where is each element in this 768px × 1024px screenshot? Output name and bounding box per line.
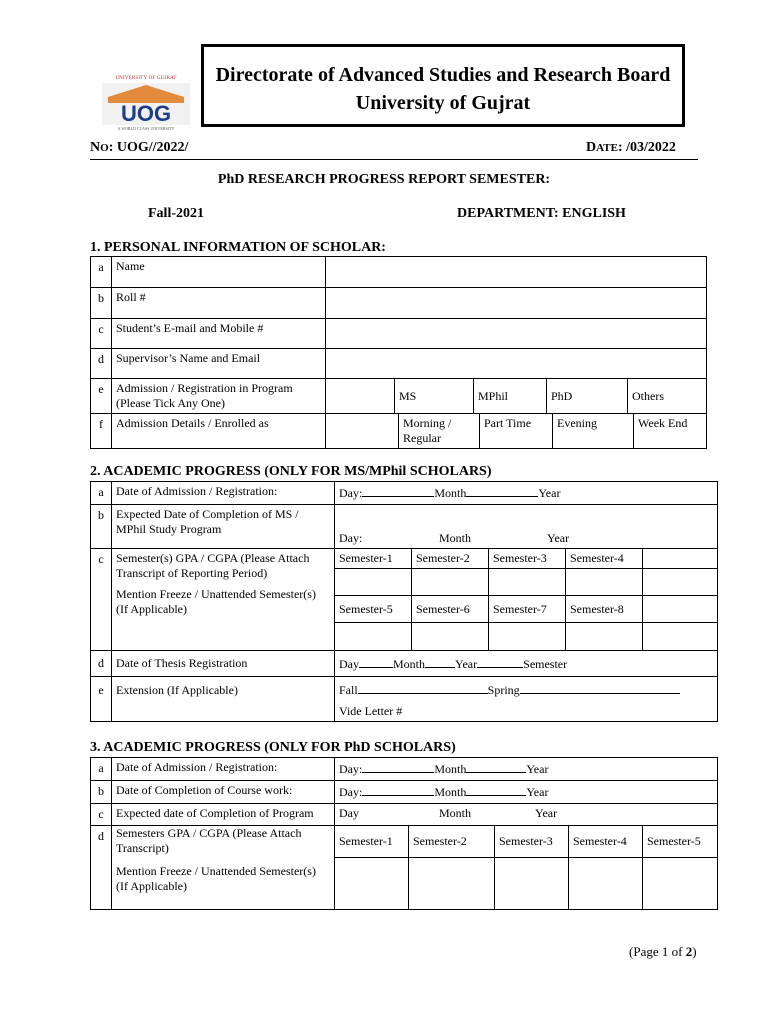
- title-box: [201, 44, 685, 127]
- table-row: d Date of Thesis Registration Day Month Year Semester: [91, 651, 718, 677]
- option-part-time[interactable]: Part Time: [480, 414, 553, 448]
- report-heading: PhD RESEARCH PROGRESS REPORT SEMESTER:: [217, 172, 551, 187]
- coursework-completion-field[interactable]: Day: Month Year: [335, 781, 718, 804]
- expected-completion-field[interactable]: Day: Month Year: [335, 505, 718, 549]
- table-row: d Semesters GPA / CGPA (Please Attach Transcript) Mention Freeze / Unattended Semester(s) (If Applicable) Semester-1 Semester-2 Semester-3 Semester-4 Semester-5: [91, 826, 718, 858]
- phd-semester-3-gpa[interactable]: [495, 858, 569, 910]
- phd-semester-4-header: Semester-4: [569, 826, 643, 858]
- document-date: DATE: /03/2022: [586, 140, 676, 155]
- semester-2-header: Semester-2: [412, 549, 489, 569]
- enrolled-label: Admission Details / Enrolled as: [112, 414, 326, 449]
- phd-semester-5-header: Semester-5: [643, 826, 718, 858]
- option-morning-regular[interactable]: Morning / Regular: [399, 414, 480, 448]
- semester-2-gpa[interactable]: [412, 569, 489, 596]
- logo-mark-text: UOG: [120, 101, 172, 125]
- logo-bottom-text: A WORLD CLASS UNIVERSITY: [117, 126, 175, 131]
- table-row: b Roll #: [91, 288, 707, 319]
- personal-info-table: [90, 256, 707, 449]
- section-3-title: 3. ACADEMIC PROGRESS (ONLY FOR PhD SCHOLARS): [90, 740, 456, 755]
- admission-date-label: Date of Admission / Registration:: [112, 482, 335, 505]
- expected-completion-label: Expected Date of Completion of MS / MPhil Study Program: [112, 505, 335, 549]
- phd-gpa-label: Semesters GPA / CGPA (Please Attach Transcript) Mention Freeze / Unattended Semester(s) (If Applicable): [112, 826, 335, 910]
- phd-semester-1-gpa[interactable]: [335, 858, 409, 910]
- table-row: c Expected date of Completion of Program Day Month Year: [91, 804, 718, 826]
- header-divider: [90, 159, 698, 160]
- semester-5-gpa[interactable]: [335, 623, 412, 651]
- table-row: a Date of Admission / Registration: Day: Month Year: [91, 758, 718, 781]
- thesis-registration-field[interactable]: Day Month Year Semester: [335, 651, 718, 677]
- semester-4-gpa[interactable]: [566, 569, 643, 596]
- phd-semester-2-gpa[interactable]: [409, 858, 495, 910]
- table-row: a Date of Admission / Registration: Day: Month Year: [91, 482, 718, 505]
- name-label: Name: [112, 257, 326, 288]
- table-row: f Admission Details / Enrolled as Morning / Regular Part Time Evening Week End: [91, 414, 707, 449]
- gpa-cgpa-label: Semester(s) GPA / CGPA (Please Attach Transcript of Reporting Period) Mention Freeze / Unattended Semester(s) (If Applicable): [112, 549, 335, 651]
- program-label: Admission / Registration in Program (Please Tick Any One): [112, 379, 326, 414]
- email-mobile-label: Student’s E-mail and Mobile #: [112, 319, 326, 349]
- logo-top-text: UNIVERSITY OF GUJRAT: [115, 76, 177, 81]
- option-ms[interactable]: MS: [395, 379, 474, 413]
- semester-3-gpa[interactable]: [489, 569, 566, 596]
- university-logo: [100, 76, 192, 132]
- table-row: b Expected Date of Completion of MS / MPhil Study Program Day: Month Year: [91, 505, 718, 549]
- phd-semester-2-header: Semester-2: [409, 826, 495, 858]
- phd-admission-label: Date of Admission / Registration:: [112, 758, 335, 781]
- table-row: e Admission / Registration in Program (Please Tick Any One) MS MPhil PhD Others: [91, 379, 707, 414]
- phd-semester-3-header: Semester-3: [495, 826, 569, 858]
- section-2-title: 2. ACADEMIC PROGRESS (ONLY FOR MS/MPhil SCHOLARS): [90, 464, 492, 479]
- phd-semester-1-header: Semester-1: [335, 826, 409, 858]
- phd-admission-field[interactable]: Day: Month Year: [335, 758, 718, 781]
- extension-field[interactable]: Fall Spring Vide Letter #: [335, 677, 718, 722]
- supervisor-label: Supervisor’s Name and Email: [112, 349, 326, 379]
- title-line-2: University of Gujrat: [355, 92, 531, 114]
- title-line-1: Directorate of Advanced Studies and Research Board: [215, 64, 671, 86]
- roll-label: Roll #: [112, 288, 326, 319]
- uog-logo-icon: [102, 83, 190, 125]
- option-others[interactable]: Others: [632, 388, 664, 403]
- phd-semester-5-gpa[interactable]: [643, 858, 718, 910]
- option-evening[interactable]: Evening: [553, 414, 634, 448]
- expected-program-completion-label: Expected date of Completion of Program: [112, 804, 335, 826]
- semester-5-header: Semester-5: [335, 596, 412, 623]
- table-row: e Extension (If Applicable) Fall Spring Vide Letter #: [91, 677, 718, 722]
- semester-4-header: Semester-4: [566, 549, 643, 569]
- supervisor-field[interactable]: [326, 349, 707, 379]
- email-mobile-field[interactable]: [326, 319, 707, 349]
- semester-value: Fall-2021: [148, 206, 204, 221]
- semester-3-header: Semester-3: [489, 549, 566, 569]
- expected-program-completion-field[interactable]: Day Month Year: [335, 804, 718, 826]
- option-phd[interactable]: PhD: [547, 379, 628, 413]
- semester-6-gpa[interactable]: [412, 623, 489, 651]
- semester-8-header: Semester-8: [566, 596, 643, 623]
- semester-1-gpa[interactable]: [335, 569, 412, 596]
- roll-field[interactable]: [326, 288, 707, 319]
- semester-1-header: Semester-1: [335, 549, 412, 569]
- extension-label: Extension (If Applicable): [112, 677, 335, 722]
- coursework-completion-label: Date of Completion of Course work:: [112, 781, 335, 804]
- thesis-registration-label: Date of Thesis Registration: [112, 651, 335, 677]
- semester-6-header: Semester-6: [412, 596, 489, 623]
- page-number: (Page 1 of 2): [629, 944, 697, 959]
- ms-mphil-progress-table: [90, 481, 718, 722]
- department: DEPARTMENT: ENGLISH: [457, 206, 626, 221]
- table-row: a Name: [91, 257, 707, 288]
- phd-semester-4-gpa[interactable]: [569, 858, 643, 910]
- semester-8-gpa[interactable]: [566, 623, 643, 651]
- semester-7-gpa[interactable]: [489, 623, 566, 651]
- name-field[interactable]: [326, 257, 707, 288]
- phd-progress-table: [90, 757, 718, 910]
- admission-date-field[interactable]: Day: Month Year: [335, 482, 718, 505]
- section-1-title: 1. PERSONAL INFORMATION OF SCHOLAR:: [90, 240, 386, 255]
- reference-number: NO: UOG//2022/: [90, 140, 189, 155]
- table-row: b Date of Completion of Course work: Day: Month Year: [91, 781, 718, 804]
- table-row: c Student’s E-mail and Mobile #: [91, 319, 707, 349]
- program-options: [326, 379, 707, 414]
- table-row: d Supervisor’s Name and Email: [91, 349, 707, 379]
- option-week-end[interactable]: Week End: [638, 416, 688, 430]
- enrolled-options: [326, 414, 707, 449]
- semester-7-header: Semester-7: [489, 596, 566, 623]
- table-row: c Semester(s) GPA / CGPA (Please Attach Transcript of Reporting Period) Mention Freeze / Unattended Semester(s) (If Applicable) Semester-1 Semester-2 Semester-3 Semester-4: [91, 549, 718, 569]
- option-mphil[interactable]: MPhil: [474, 379, 547, 413]
